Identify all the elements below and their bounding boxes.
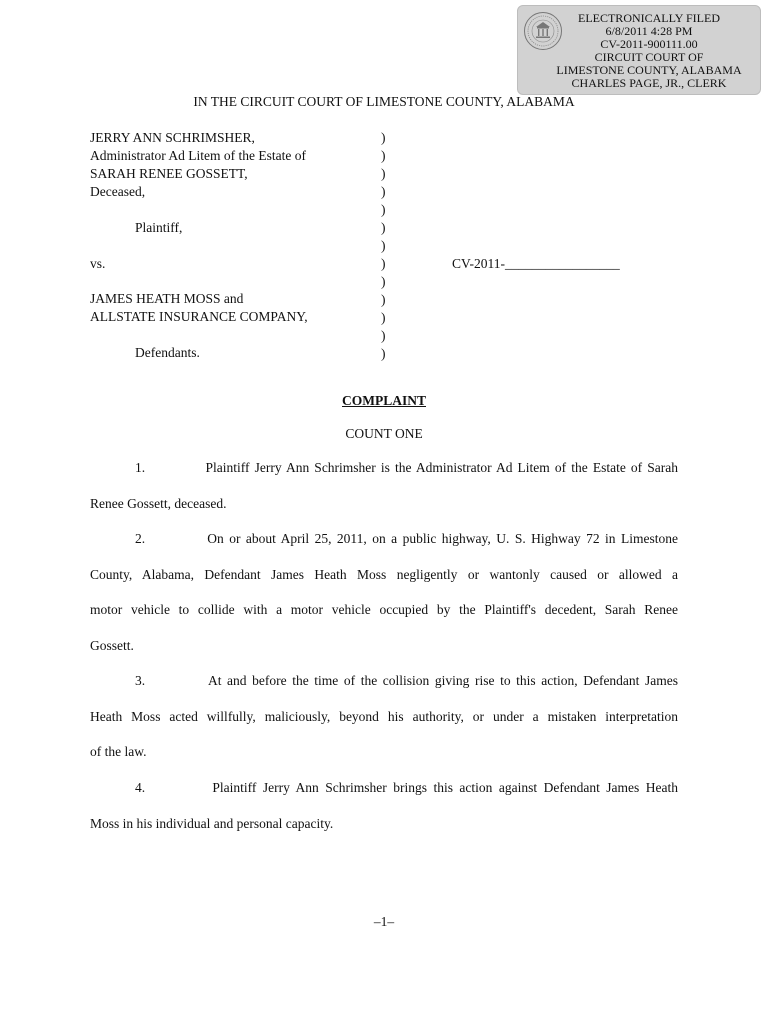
plaintiff-line: Administrator Ad Litem of the Estate of [90, 148, 306, 163]
caption-paren: ) [381, 328, 386, 343]
paragraph-line: County, Alabama, Defendant James Heath Moss negligently or wantonly caused or allowed a [90, 566, 678, 582]
caption-paren: ) [381, 238, 386, 253]
stamp-line: CHARLES PAGE, JR., CLERK [571, 76, 727, 90]
caption-paren: ) [381, 274, 386, 289]
caption-paren: ) [381, 130, 386, 145]
caption-paren: ) [381, 292, 386, 307]
case-number: CV-2011-_________________ [452, 256, 620, 271]
paragraph-line: Gossett. [90, 637, 134, 653]
count-heading: COUNT ONE [345, 426, 423, 441]
paragraph-line: Renee Gossett, deceased. [90, 495, 227, 511]
stamp-line: ELECTRONICALLY FILED [577, 11, 720, 25]
caption-paren: ) [381, 184, 386, 199]
efiling-stamp [517, 5, 761, 95]
caption-paren: ) [381, 310, 386, 325]
page-number: –1– [373, 914, 395, 929]
caption-paren: ) [381, 166, 386, 181]
paragraph-line [90, 770, 678, 806]
paragraph-line [90, 521, 678, 557]
stamp-text [538, 12, 760, 90]
paragraph-text: Plaintiff Jerry Ann Schrimsher brings this action against Defendant James Heath [212, 780, 678, 795]
caption-paren: ) [381, 148, 386, 163]
paragraph-4 [90, 770, 678, 841]
document-title: COMPLAINT [342, 393, 426, 408]
defendant-line: ALLSTATE INSURANCE COMPANY, [90, 309, 308, 324]
paragraph-line [90, 663, 678, 699]
plaintiff-line: SARAH RENEE GOSSETT, [90, 166, 248, 181]
court-heading: IN THE CIRCUIT COURT OF LIMESTONE COUNTY, ALABAMA [193, 94, 575, 109]
paragraph-number: 3. [135, 673, 146, 688]
caption-paren: ) [381, 202, 386, 217]
caption-paren: ) [381, 220, 386, 235]
paragraph-1 [90, 450, 678, 521]
paragraph-text: Plaintiff Jerry Ann Schrimsher is the Administrator Ad Litem of the Estate of Sarah [205, 460, 678, 475]
paragraph-line: Heath Moss acted willfully, maliciously, beyond his authority, or under a mistaken interpretation [90, 708, 678, 724]
paragraph-number: 2. [135, 531, 146, 546]
paragraph-line: motor vehicle to collide with a motor vehicle occupied by the Plaintiff's decedent, Sarah Renee [90, 602, 678, 618]
stamp-line: CIRCUIT COURT OF [594, 50, 704, 64]
paragraph-number: 1. [135, 460, 146, 475]
paragraph-line [90, 450, 678, 486]
paragraph-2 [90, 521, 678, 663]
plaintiff-label: Plaintiff, [135, 220, 183, 235]
versus-label: vs. [90, 256, 106, 271]
defendant-line: JAMES HEATH MOSS and [90, 291, 244, 306]
stamp-line: 6/8/2011 4:28 PM [605, 24, 693, 38]
paragraph-text: On or about April 25, 2011, on a public highway, U. S. Highway 72 in Limestone [207, 531, 678, 546]
plaintiff-line: JERRY ANN SCHRIMSHER, [90, 130, 255, 145]
paragraph-number: 4. [135, 780, 146, 795]
paragraph-line: Moss in his individual and personal capacity. [90, 815, 334, 831]
paragraph-line: of the law. [90, 744, 147, 760]
defendants-label: Defendants. [135, 345, 200, 360]
paragraph-3 [90, 663, 678, 770]
caption-paren: ) [381, 346, 386, 361]
caption-parentheses [381, 129, 386, 363]
stamp-line: LIMESTONE COUNTY, ALABAMA [556, 63, 742, 77]
stamp-line: CV-2011-900111.00 [600, 37, 698, 51]
caption-paren: ) [381, 256, 386, 271]
plaintiff-line: Deceased, [90, 184, 146, 199]
paragraph-text: At and before the time of the collision giving rise to this action, Defendant James [207, 673, 679, 688]
